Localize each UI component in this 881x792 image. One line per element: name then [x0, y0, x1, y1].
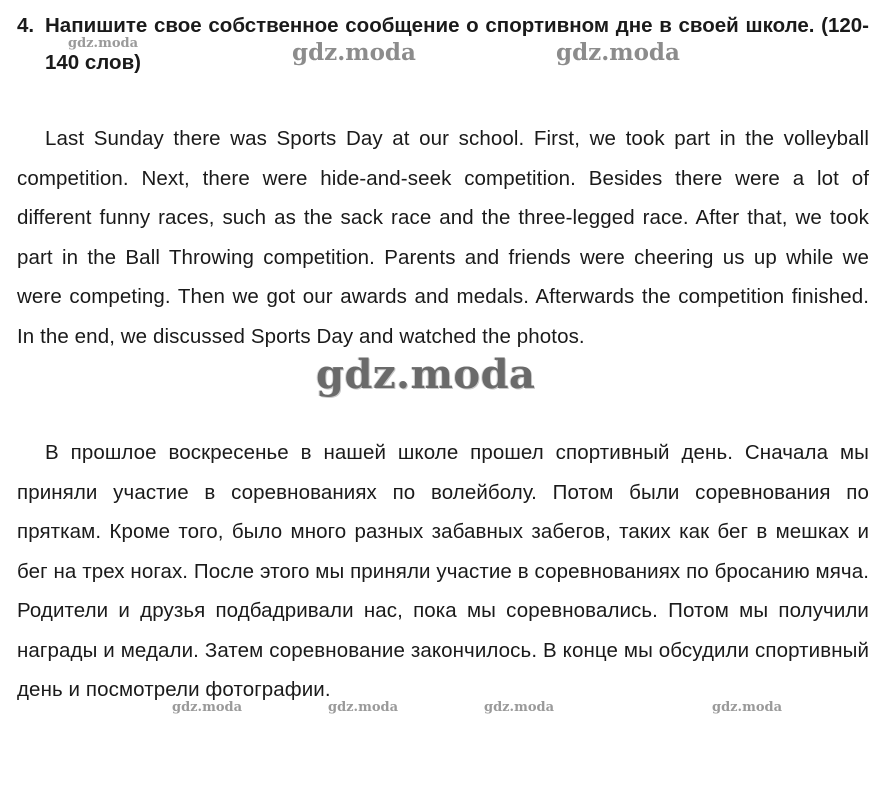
watermark: gdz.moda — [328, 700, 399, 715]
english-paragraph: Last Sunday there was Sports Day at our school. First, we took part in the volleyball competition. Next, there were hide-and-seek competition. Besides there were a lot of different funny races, such as the sack race and the three-legged race. After that, we took part in the Ball Throwing competition. Parents and friends were cheering us up while we were competing. Then we got our awards and medals. Afterwards the competition finished. In the end, we discussed Sports Day and watched the photos. — [17, 127, 869, 348]
watermark: gdz.moda — [172, 700, 243, 715]
watermark: gdz.moda — [292, 39, 416, 66]
task-instruction: Напишите свое собственное сообщение о спортивном дне в своей школе. (120-140 слов) — [45, 14, 869, 74]
task-number: 4. — [17, 14, 35, 37]
russian-paragraph: В прошлое воскресенье в нашей школе прошел спортивный день. Сначала мы приняли участие в соревнованиях по волейболу. Потом были соревнования по пряткам. Кроме того, было много разных забавных забегов, таких как бег в мешках и бег на трех ногах. После этого мы приняли участие в соревнованиях по бросанию мяча. Родители и друзья подбадривали нас, пока мы соревновались. Потом мы получили награды и медали. Затем соревнование закончилось. В конце мы обсудили спортивный день и посмотрели фотографии. — [17, 441, 869, 701]
watermark: gdz.moda — [556, 39, 680, 66]
watermark: gdz.moda — [712, 700, 783, 715]
watermark: gdz.moda — [484, 700, 555, 715]
watermark: gdz.moda — [68, 36, 139, 51]
task-heading — [17, 7, 869, 81]
watermark: gdz.moda — [316, 351, 536, 398]
